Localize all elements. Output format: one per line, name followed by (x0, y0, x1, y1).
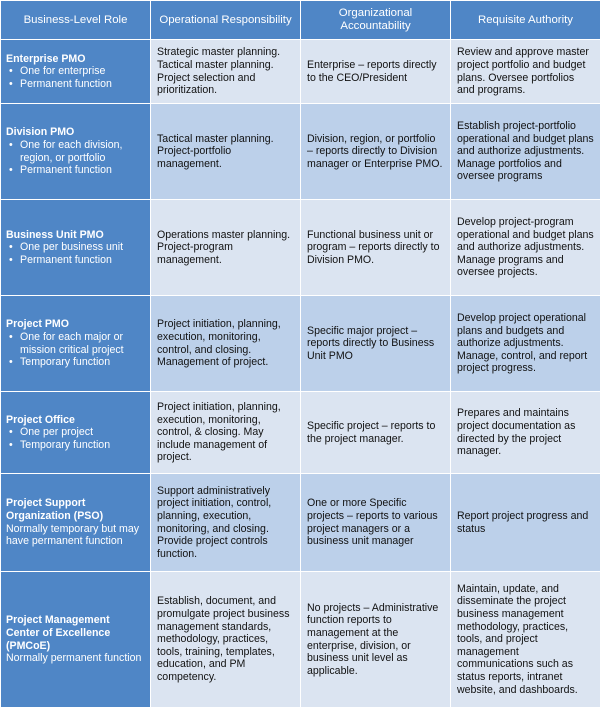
bullet-icon: • (9, 164, 13, 177)
bullet-icon: • (9, 331, 13, 344)
bullet-icon: • (9, 439, 13, 452)
operational-cell: Tactical master planning. Project-portfolio management. (151, 104, 301, 200)
operational-cell: Support administratively project initiation, control, planning, execution, monitoring, and closing. Provide project controls function. (151, 474, 301, 572)
organizational-cell: Specific project – reports to the project manager. (301, 392, 451, 474)
bullet-icon: • (9, 426, 13, 439)
role-bullets (6, 65, 145, 90)
role-cell (1, 104, 151, 200)
table-row (1, 296, 600, 392)
role-bullet: • One for each major or mission critical project (6, 331, 145, 356)
operational-cell: Operations master planning. Project-program management. (151, 200, 301, 296)
table-row (1, 572, 600, 708)
role-title: Business Unit PMO (6, 229, 145, 242)
authority-cell: Review and approve master project portfolio and budget plans. Oversee portfolios and programs. (451, 40, 600, 104)
role-bullet: • One per business unit (6, 241, 145, 254)
table-row (1, 200, 600, 296)
bullet-icon: • (9, 241, 13, 254)
role-title: Division PMO (6, 126, 145, 139)
role-title: Project Management Center of Excellence (PMCoE) (6, 614, 145, 652)
authority-cell: Develop project-program operational and budget plans and authorize adjustments. Manage programs and oversee projects. (451, 200, 600, 296)
bullet-icon: • (9, 254, 13, 267)
bullet-icon: • (9, 78, 13, 91)
table-row (1, 392, 600, 474)
organizational-cell: Division, region, or portfolio – reports directly to Division manager or Enterprise PMO. (301, 104, 451, 200)
organizational-cell: Enterprise – reports directly to the CEO/President (301, 40, 451, 104)
role-title: Project PMO (6, 318, 145, 331)
header-authority: Requisite Authority (451, 1, 600, 40)
header-role: Business-Level Role (1, 1, 151, 40)
role-bullet: • Permanent function (6, 254, 145, 267)
role-bullet: • Temporary function (6, 356, 145, 369)
organizational-cell: One or more Specific projects – reports to various project managers or a business unit manager (301, 474, 451, 572)
role-cell (1, 474, 151, 572)
header-organizational: Organizational Accountability (301, 1, 451, 40)
role-bullets (6, 241, 145, 266)
role-cell (1, 296, 151, 392)
operational-cell: Project initiation, planning, execution, monitoring, control, & closing. May include management of project. (151, 392, 301, 474)
role-cell (1, 572, 151, 708)
role-bullets (6, 426, 145, 451)
operational-cell: Establish, document, and promulgate project business management standards, methodology, practices, tools, training, templates, education, and PM competency. (151, 572, 301, 708)
organizational-cell: Specific major project – reports directly to Business Unit PMO (301, 296, 451, 392)
role-bullets (6, 139, 145, 177)
operational-cell: Project initiation, planning, execution, monitoring, control, and closing. Management of project. (151, 296, 301, 392)
role-bullet: • Permanent function (6, 164, 145, 177)
role-cell (1, 392, 151, 474)
header-row (1, 1, 600, 40)
role-bullet: • Temporary function (6, 439, 145, 452)
role-title: Enterprise PMO (6, 53, 145, 66)
organizational-cell: Functional business unit or program – reports directly to Division PMO. (301, 200, 451, 296)
bullet-icon: • (9, 65, 13, 78)
role-bullet: • One for each division, region, or portfolio (6, 139, 145, 164)
role-bullet: • One for enterprise (6, 65, 145, 78)
organizational-cell: No projects – Administrative function reports to management at the enterprise, division, or business unit level as applicable. (301, 572, 451, 708)
role-note: Normally temporary but may have permanent function (6, 523, 145, 548)
table-row (1, 104, 600, 200)
role-bullets (6, 331, 145, 369)
authority-cell: Develop project operational plans and budgets and authorize adjustments. Manage, control, and report project progress. (451, 296, 600, 392)
authority-cell: Maintain, update, and disseminate the project business management methodology, practices, tools, and project management communications such as status reports, intranet website, and dashboards. (451, 572, 600, 708)
role-note: Normally permanent function (6, 652, 145, 665)
bullet-icon: • (9, 139, 13, 152)
table-row (1, 474, 600, 572)
role-bullet: • One per project (6, 426, 145, 439)
authority-cell: Report project progress and status (451, 474, 600, 572)
role-cell (1, 200, 151, 296)
authority-cell: Establish project-portfolio operational and budget plans and authorize adjustments. Manage portfolios and oversee programs (451, 104, 600, 200)
role-title: Project Support Organization (PSO) (6, 497, 145, 522)
operational-cell: Strategic master planning. Tactical master planning. Project selection and prioritization. (151, 40, 301, 104)
authority-cell: Prepares and maintains project documentation as directed by the project manager. (451, 392, 600, 474)
header-operational: Operational Responsibility (151, 1, 301, 40)
bullet-icon: • (9, 356, 13, 369)
table-row (1, 40, 600, 104)
role-bullet: • Permanent function (6, 78, 145, 91)
role-cell (1, 40, 151, 104)
role-title: Project Office (6, 414, 145, 427)
